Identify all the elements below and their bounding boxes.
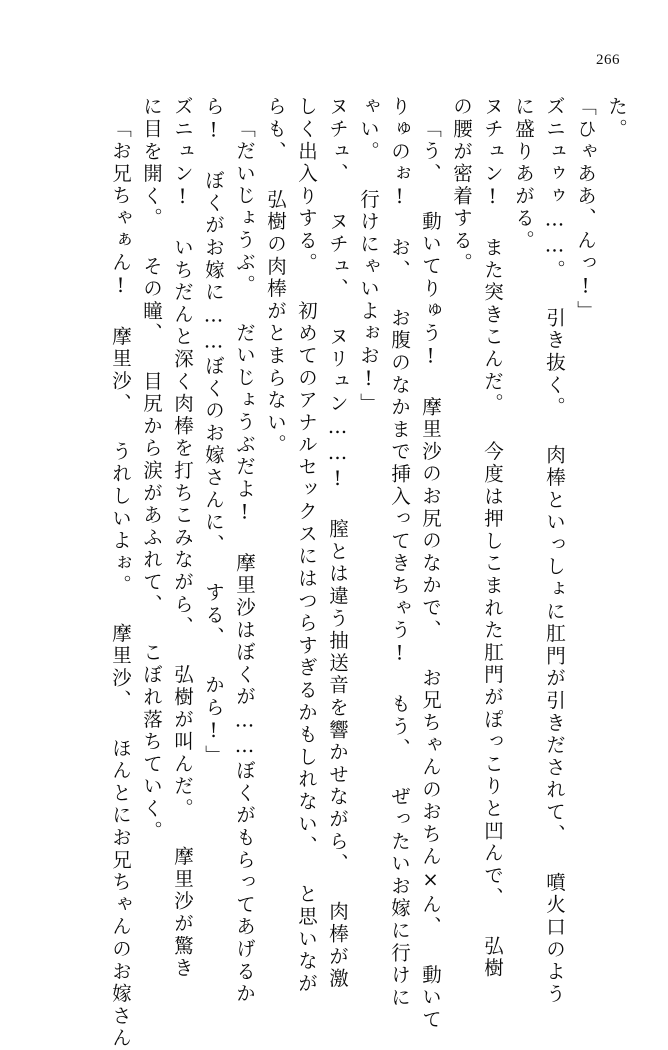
- text-line: に盛りあがる。: [512, 96, 535, 253]
- text-line: の腰が密着する。: [450, 96, 473, 275]
- text-line: ら! ぼくがお嫁に……ぼくのお嫁さんに、 する、 から!」: [202, 96, 225, 768]
- text-line: らも、 弘樹の肉棒がとまらない。: [264, 96, 287, 457]
- text-line: た。: [605, 96, 628, 141]
- text-line: 「ひゃああ、んっ!」: [574, 96, 597, 323]
- text-line: 「う、 動いてりゅう! 摩里沙のお尻のなかで、 お兄ちゃんのおちん×ん、 動いて: [419, 118, 442, 1031]
- text-line: しく出入りする。 初めてのアナルセックスにはつらすぎるかもしれない、 と思いなが: [295, 96, 318, 995]
- page-number: 266: [596, 52, 620, 68]
- text-line: に目を開く。 その瞳、 目尻から涙があふれて、 こぼれ落ちていく。: [140, 96, 163, 843]
- text-line: 「だいじょうぶ。 だいじょうぶだよ! 摩里沙はぼくが……ぼくがもらってあげるか: [233, 118, 256, 1006]
- text-line: りゅのぉ! お、 お腹のなかまで挿入ってきちゃう! もう、 ぜったいお嫁に行けに: [388, 96, 411, 1009]
- text-line: 「お兄ちゃぁん! 摩里沙、 うれしいよぉ。 摩里沙、 ほんとにお兄ちゃんのお嫁さん: [109, 118, 132, 1050]
- text-line: ゃい。 行けにゃいよぉお!」: [357, 96, 380, 416]
- text-line: ズニュン! いちだんと深く肉棒を打ちこみながら、 弘樹が叫んだ。 摩里沙が驚き: [171, 96, 194, 980]
- text-line: ヌチュン! また突きこんだ。 今度は押しこまれた肛門がぽっこりと凹んで、 弘樹: [481, 96, 504, 980]
- text-line: ヌチュ、 ヌチュ、 ヌリュン……! 膣とは違う抽送音を響かせながら、 肉棒が激: [326, 96, 349, 991]
- text-line: ズニュゥゥ……。 引き抜く。 肉棒といっしょに肛門が引きだされて、 噴火口のよう: [543, 96, 566, 1006]
- vertical-text-body: [34, 96, 628, 1050]
